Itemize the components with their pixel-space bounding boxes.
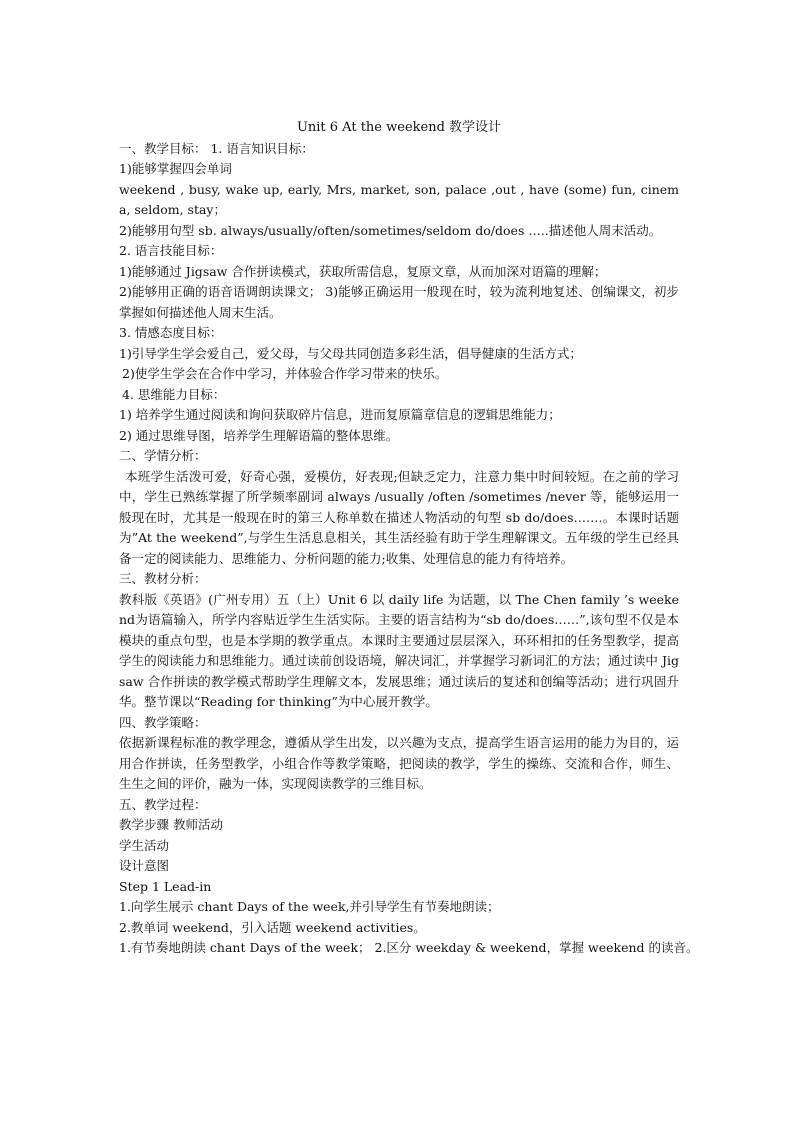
subheading-thinking: 4. 思维能力目标： [122,386,226,402]
text-line: 教学步骤 教师活动 [119,817,223,832]
text-line: 2.教单词 weekend，引入话题 weekend activities。 [119,919,426,935]
text-line: 1)能够通过 Jigsaw 合作拼读模式，获取所需信息，复原文章，从而加深对语篇的理解； [119,263,607,279]
text-line: 学生活动 [119,837,170,853]
text-line: 2)能够用句型 sb. always/usually/often/sometimes/seldom do/does …..描述他人周末活动。 [119,222,662,238]
text-line: 1.向学生展示 chant Days of the week,并引导学生有节奏地朗读； [119,899,500,914]
strategy-paragraph: 依据新课程标准的教学理念，遵循从学生出发，以兴趣为支点，提高学生语言运用的能力为目的，运用合作拼读，任务型教学，小组合作等教学策略，把阅读的教学，学生的操练、交流和合作，师生、生生之间的评价，融为一体，实现阅读教学的三维目标。 [119,735,679,791]
section-heading-objectives: 一、教学目标： 1. 语言知识目标： [119,140,314,156]
subheading-skills: 2. 语言技能目标： [119,243,223,258]
students-analysis-paragraph: 本班学生活泼可爱，好奇心强，爱模仿，好表现;但缺乏定力，注意力集中时间较短。在之前的学习中，学生已熟练掌握了所学频率副词 always /usually /often /sometimes /never 等，能够运用一般现在时，尤其是一般现在时的第三人称单数在描述人物活动的句型 sb do/does…….。本课时话题为”At the weekend”,与学生生活息息相关，其生活经验有助于学生理解课文。五年级的学生已经具备一定的阅读能力、思维能力、分析问题的能力;收集、处理信息的能力有待培养。 [119,468,679,566]
document-body [119,118,699,959]
materials-analysis-paragraph: 教科版《英语》(广州专用）五（上）Unit 6 以 daily life 为话题，以 The Chen family ’s weekend为语篇输入，所学内容贴近学生生活实际。主要的语言结构为“sb do/does……”,该句型不仅是本模块的重点句型，也是本学期的教学重点。本课时主要通过层层深入，环环相扣的任务型教学，提高学生的阅读能力和思维能力。通过读前创设语境，解决词汇，并掌握学习新词汇的方法；通过读中 Jigsaw 合作拼读的教学模式帮助学生理解文本，发展思维；通过读后的复述和创编等活动；进行巩固升华。整节课以“Reading for thinking”为中心展开教学。 [119,591,679,709]
text-line: 1.有节奏地朗读 chant Days of the week； 2.区分 weekday & weekend，掌握 weekend 的读音。 [119,940,699,955]
step-heading: Step 1 Lead-in [119,878,212,894]
text-line: 1) 培养学生通过阅读和询问获取碎片信息，进而复原篇章信息的逻辑思维能力； [119,407,561,422]
text-line: 设计意图 [119,858,170,873]
vocabulary-paragraph: weekend , busy, wake up, early, Mrs, market, son, palace ,out , have (some) fun, cinema, seldom, stay； [119,181,679,217]
section-heading-process: 五、教学过程： [119,796,207,812]
document-title: Unit 6 At the weekend 教学设计 [296,120,502,135]
subheading-attitude: 3. 情感态度目标： [119,325,223,340]
text-line: 2) 通过思维导图，培养学生理解语篇的整体思维。 [119,427,399,443]
text-line: 1)能够掌握四会单词 [119,161,232,176]
text-line: 2)使学生学会在合作中学习，并体验合作学习带来的快乐。 [122,366,448,381]
section-heading-students: 二、学情分析： [119,448,207,463]
section-heading-strategy: 四、教学策略： [119,714,207,730]
section-heading-materials: 三、教材分析： [119,571,207,586]
text-line: 1)引导学生学会爱自己，爱父母，与父母共同创造多彩生活，倡导健康的生活方式； [119,345,582,361]
text-paragraph: 2)能够用正确的语音语调朗读课文； 3)能够正确运用一般现在时，较为流利地复述、创编课文，初步掌握如何描述他人周末生活。 [119,284,679,320]
